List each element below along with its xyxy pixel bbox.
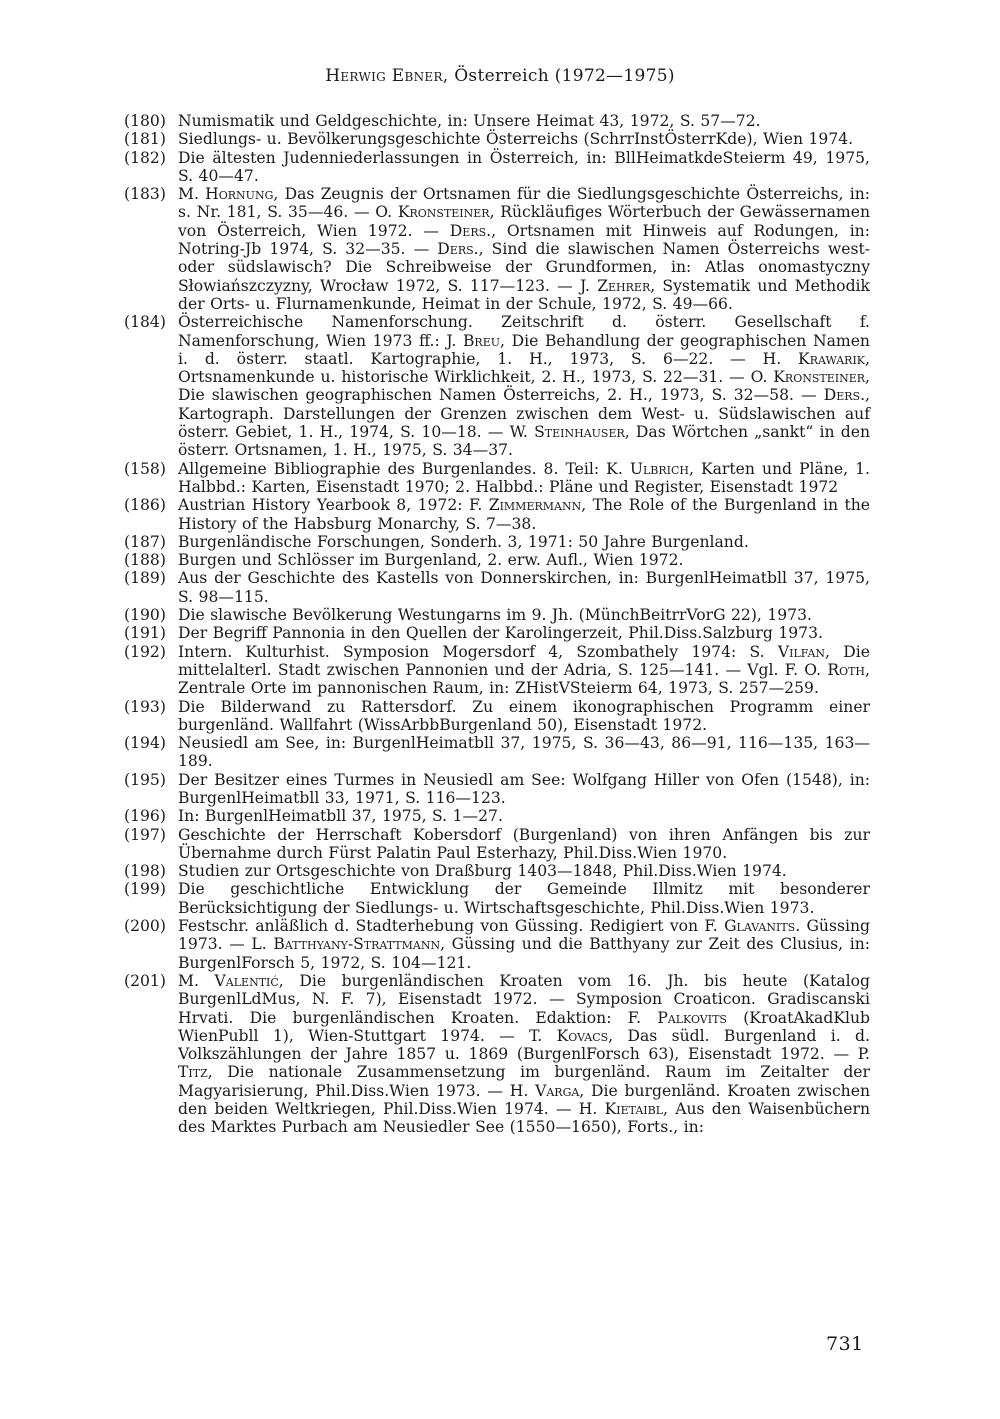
author-name: Ders. [823,386,866,405]
entry-number: (158) [124,459,166,478]
citation-text: , Güssing und die Batthyany zur Zeit des Clusius, in: BurgenlForsch 5, 1972, S. 104—121. [178,935,870,972]
bibliography-entry [124,569,870,606]
citation-text: (KroatAkadKlub WienPubll 1), Wien-Stuttgart 1974. — T. [178,1008,871,1045]
author-name: Titz [178,1063,208,1082]
bibliography-entry [124,643,870,698]
author-name: Hornung [205,185,274,204]
citation-text: Siedlungs- u. Bevölkerungsgeschichte Österreichs (SchrrInstÖsterrKde), Wien 1974. [178,130,854,149]
entry-number: (195) [124,770,166,789]
entry-text [178,460,870,497]
entry-text [178,149,870,186]
bibliography-entry [124,826,870,863]
entry-number: (194) [124,734,166,753]
citation-text: , Das Zeugnis der Ortsnamen für die Siedlungsgeschichte Österreichs, in: s. Nr. 181, S. 35—46. — O. [178,185,870,222]
citation-text: , Die slawischen geographischen Namen Österreichs, 2. H., 1973, S. 32—58. — [178,368,870,405]
entry-number: (189) [124,569,166,588]
citation-text: , Kartograph. Darstellungen der Grenzen zwischen dem West- u. Südslawischen auf österr. Gebiet, 1. H., 1974, S. 10—18. — W. [178,386,870,442]
citation-text: Burgenländische Forschungen, Sonderh. 3, 1971: 50 Jahre Burgenland. [178,532,749,551]
citation-text: Die ältesten Judenniederlassungen in Österreich, in: BllHeimatkdeSteierm 49, 1975, S. 40—47. [178,148,870,185]
entry-text [178,130,870,148]
author-name: Kronsteiner [773,368,866,387]
author-name: Palkovits [657,1008,727,1027]
entry-text [178,112,870,130]
citation-text: Die geschichtliche Entwicklung der Gemeinde Illmitz mit besonderer Berücksichtigung der Siedlungs- u. Wirtschaftsgeschichte, Phil.Diss.Wien 1973. [178,880,870,917]
entry-number: (190) [124,606,166,625]
author-name: Glavanits [724,917,796,936]
entry-number: (186) [124,496,166,515]
bibliography-entry [124,533,870,551]
citation-text: Intern. Kulturhist. Symposion Mogersdorf 4, Szombathely 1974: S. [178,642,778,661]
entry-number: (193) [124,697,166,716]
entry-number: (183) [124,185,166,204]
citation-text: In: BurgenlHeimatbll 37, 1975, S. 1—27. [178,807,503,826]
citation-text: , Sind die slawischen Namen Österreichs west- oder südslawisch? Die Schreibweise der Grundformen, in: Atlas onomastyczny Słowiańszczyzny, Wrocław 1972, S. 117—123. — J. [178,240,870,295]
author-name: Kronsteiner [397,203,490,222]
bibliography-entry [124,624,870,642]
bibliography-entry [124,112,870,130]
bibliography-entry [124,698,870,735]
bibliography-entry [124,734,870,771]
entry-number: (192) [124,642,166,661]
citation-text: , Die burgenländischen Kroaten vom 16. Jh. bis heute (Katalog BurgenlLdMus, N. F. 7), Eisenstadt 1972. — Symposion Croaticon. Gradiscanski Hrvati. Die burgenländischen Kroaten. Edaktion: F. [178,971,870,1027]
bibliography-entry [124,917,870,972]
entry-text [178,826,870,863]
author-name: Breu [462,331,501,350]
entry-number: (187) [124,532,166,551]
citation-text: , Aus den Waisenbüchern des Marktes Purbach am Neusiedler See (1550—1650), Forts., in: [178,1100,870,1137]
citation-text: M. [178,971,215,990]
author-name: Roth [827,660,866,679]
citation-text: , Die burgenländ. Kroaten zwischen den beiden Weltkriegen, Phil.Diss.Wien 1974. — H. [178,1081,870,1119]
entry-text [178,880,870,917]
citation-text: Numismatik und Geldgeschichte, in: Unsere Heimat 43, 1972, S. 57—72. [178,112,761,130]
entry-number: (181) [124,130,166,149]
entry-number: (180) [124,112,166,130]
entry-number: (188) [124,551,166,570]
bibliography-entry [124,149,870,186]
citation-text: Die Bilderwand zu Rattersdorf. Zu einem ikonographischen Programm einer burgenländ. Wallfahrt (WissArbbBurgenland 50), Eisenstadt 1972. [178,697,870,734]
entry-text [178,533,870,551]
citation-text: Neusiedl am See, in: BurgenlHeimatbll 37, 1975, S. 36—43, 86—91, 116—135, 163—189. [178,734,870,771]
citation-text: Festschr. anläßlich d. Stadterhebung von Güssing. Redigiert von F. [178,917,725,936]
citation-text: Der Begriff Pannonia in den Quellen der Karolingerzeit, Phil.Diss.Salzburg 1973. [178,624,823,643]
citation-text: Geschichte der Herrschaft Kobersdorf (Burgenland) von ihren Anfängen bis zur Übernahme durch Fürst Palatin Paul Esterhazy, Phil.Diss.Wien 1970. [178,825,870,862]
entry-number: (196) [124,807,166,826]
entry-text [178,496,870,533]
page-number: 731 [826,1333,864,1355]
entry-text [178,698,870,735]
bibliography-entry [124,185,870,313]
bibliography-entry [124,807,870,825]
bibliography-entry [124,130,870,148]
entry-number: (184) [124,313,166,332]
citation-text: Austrian History Yearbook 8, 1972: F. [178,496,489,515]
entry-text [178,771,870,808]
author-name: Ders. [437,240,479,259]
citation-text: , Das Wörtchen „sankt“ in den österr. Ortsnamen, 1. H., 1975, S. 34—37. [178,423,870,460]
entry-text [178,551,870,569]
entry-text [178,313,870,459]
citation-text: Burgen und Schlösser im Burgenland, 2. erw. Aufl., Wien 1972. [178,551,684,570]
entry-text [178,185,870,313]
citation-text: M. [178,185,206,204]
author-name: Ders. [449,221,492,240]
bibliography-entry [124,771,870,808]
running-head-author: Herwig Ebner [325,66,443,86]
entry-number: (191) [124,624,166,643]
citation-text: Allgemeine Bibliographie des Burgenlandes. 8. Teil: K. [178,459,630,478]
entry-text [178,972,870,1137]
author-name: Valentić [214,971,279,990]
citation-text: , Karten und Pläne, 1. Halbbd.: Karten, Eisenstadt 1970; 2. Halbbd.: Pläne und Register, Eisenstadt 1972 [178,459,870,496]
entry-text [178,624,870,642]
bibliography-list [124,112,870,1137]
running-head-title: , Österreich (1972—1975) [442,66,675,86]
running-head [0,66,1000,86]
citation-text: Aus der Geschichte des Kastells von Donnerskirchen, in: BurgenlHeimatbll 37, 1975, S. 98—115. [178,569,870,606]
author-name: Varga [535,1081,580,1100]
citation-text: Der Besitzer eines Turmes in Neusiedl am See: Wolfgang Hiller von Ofen (1548), in: BurgenlHeimatbll 33, 1971, S. 116—123. [178,770,870,807]
citation-text: , Zentrale Orte im pannonischen Raum, in: ZHistVSteierm 64, 1973, S. 257—259. [178,660,870,698]
entry-number: (197) [124,825,166,844]
citation-text: Die slawische Bevölkerung Westungarns im 9. Jh. (MünchBeitrrVorG 22), 1973. [178,606,812,625]
entry-text [178,807,870,825]
author-name: Krawarik [798,349,866,368]
entry-text [178,606,870,624]
author-name: Kovacs [556,1026,609,1045]
citation-text: , The Role of the Burgenland in the History of the Habsburg Monarchy, S. 7—38. [178,496,870,533]
bibliography-entry [124,551,870,569]
citation-text: , Das südl. Burgenland i. d. Volkszählungen der Jahre 1857 u. 1869 (BurgenlForsch 63), Eisenstadt 1972. — P. [178,1026,870,1064]
entry-number: (200) [124,917,166,936]
entry-number: (199) [124,880,166,899]
author-name: Kietaibl [604,1100,664,1119]
bibliography-entry [124,313,870,459]
citation-text: , Die nationale Zusammensetzung im burgenländ. Raum im Zeitalter der Magyarisierung, Phil.Diss.Wien 1973. — H. [178,1063,870,1100]
citation-text: , Ortsnamenkunde u. historische Wirklichkeit, 2. H., 1973, S. 22—31. — O. [178,349,870,387]
author-name: Zimmermann [488,496,582,515]
author-name: Zehrer [597,276,651,295]
citation-text: , Die Behandlung der geographischen Namen i. d. österr. staatl. Kartographie, 1. H., 1973, S. 6—22. — H. [178,331,870,368]
entry-number: (182) [124,148,166,167]
author-name: Steinhauser [534,423,625,442]
citation-text: , Systematik und Methodik der Orts- u. Flurnamenkunde, Heimat in der Schule, 1972, S. 49—66. [178,276,870,313]
citation-text: Österreichische Namenforschung. Zeitschrift d. österr. Gesellschaft f. Namenforschung, Wien 1973 ff.: J. [178,313,870,350]
bibliography-entry [124,862,870,880]
citation-text: , Ortsnamen mit Hinweis auf Rodungen, in: Notring-Jb 1974, S. 32—35. — [178,221,870,259]
author-name: Batthyany-Strattmann [273,935,441,954]
entry-number: (201) [124,971,166,990]
author-name: Ulbrich [629,459,689,478]
entry-text [178,569,870,606]
author-name: Vilfan [777,642,826,661]
bibliography-entry [124,972,870,1137]
bibliography-entry [124,880,870,917]
bibliography-entry [124,606,870,624]
citation-text: , Die mittelalterl. Stadt zwischen Pannonien und der Adria, S. 125—141. — Vgl. F. O. [178,642,870,679]
entry-number: (198) [124,862,166,881]
entry-text [178,734,870,771]
citation-text: Studien zur Ortsgeschichte von Draßburg 1403—1848, Phil.Diss.Wien 1974. [178,862,787,881]
citation-text: . Güssing 1973. — L. [178,917,870,954]
entry-text [178,862,870,880]
entry-text [178,643,870,698]
bibliography-entry [124,496,870,533]
bibliography-entry [124,460,870,497]
citation-text: , Rückläufiges Wörterbuch der Gewässernamen von Österreich, Wien 1972. — [178,203,870,240]
entry-text [178,917,870,972]
